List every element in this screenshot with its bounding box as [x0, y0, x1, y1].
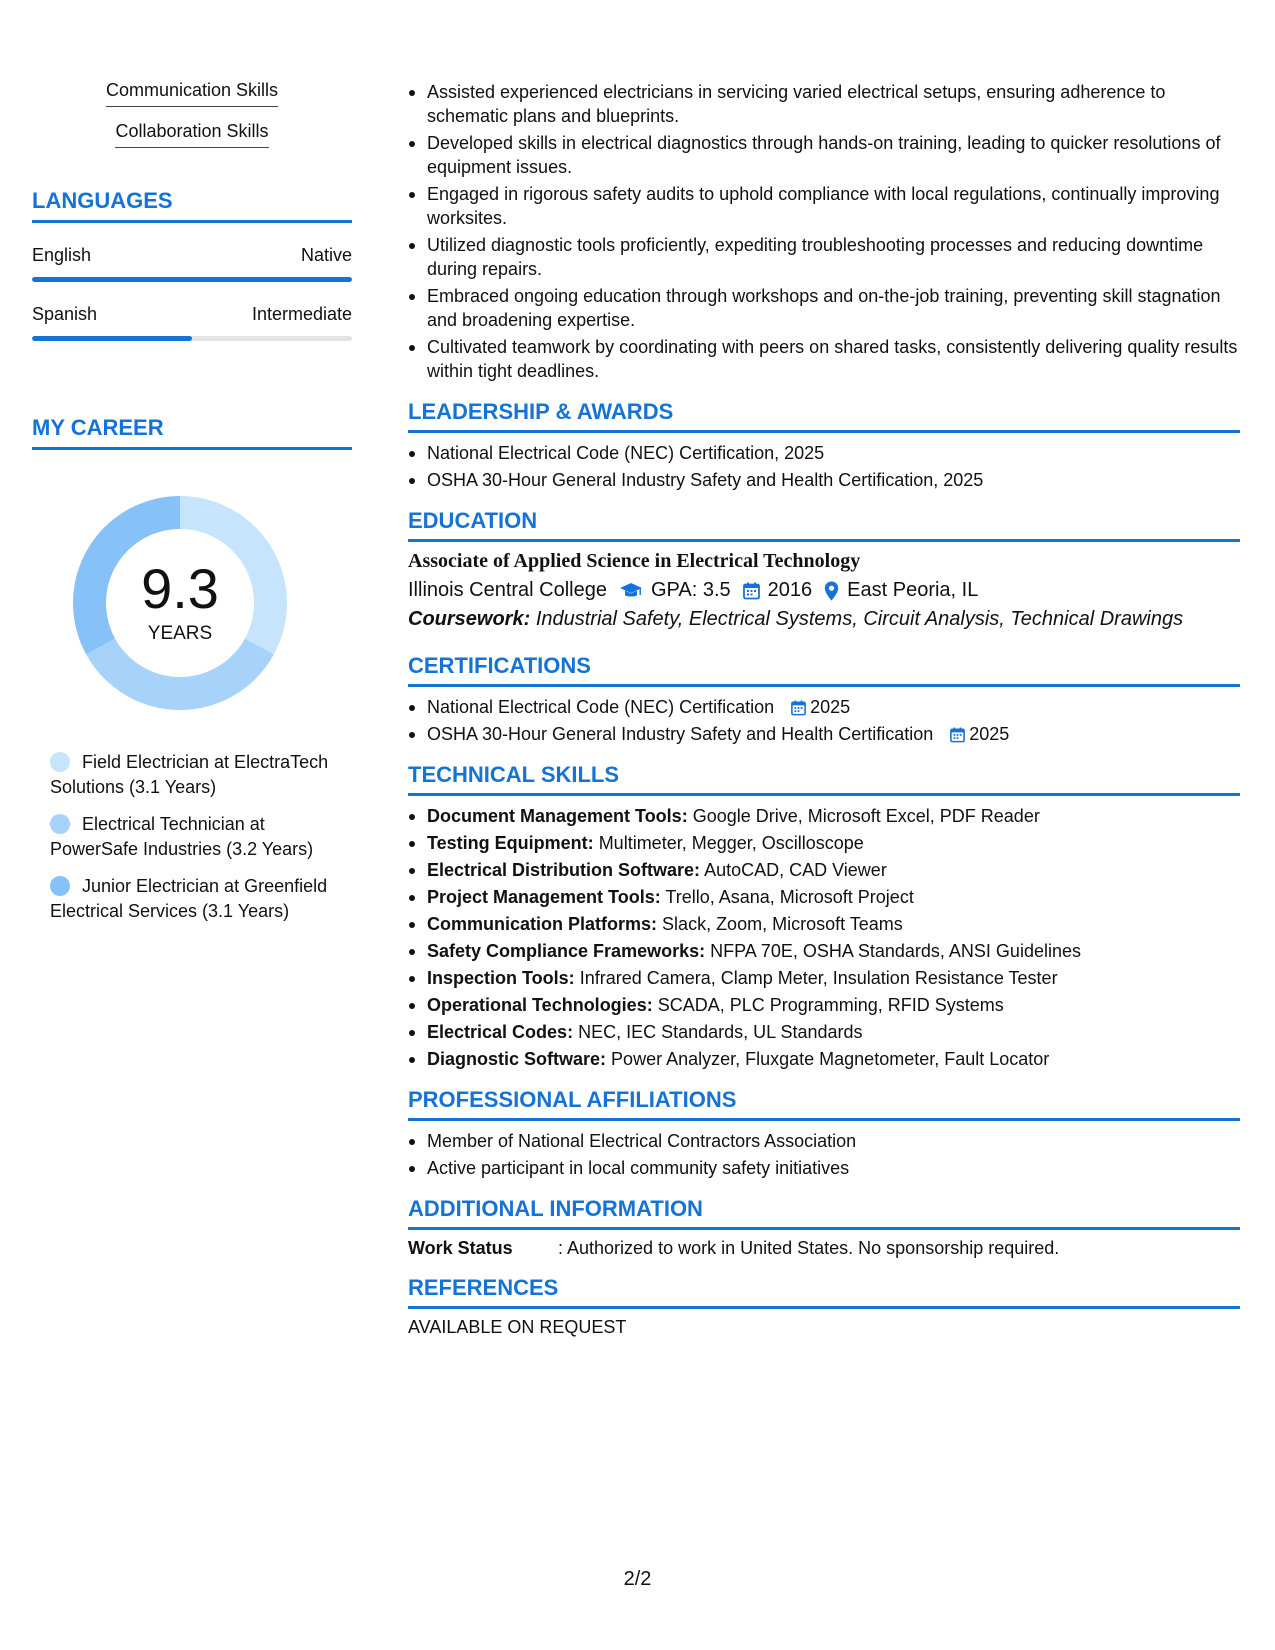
skill-category: Project Management Tools: — [427, 887, 661, 907]
certifications-list — [408, 695, 1240, 746]
career-total-value: 9.3 — [141, 557, 219, 620]
legend-dot-icon — [50, 752, 70, 772]
education-coursework — [408, 608, 1240, 631]
career-legend-item — [50, 750, 330, 800]
language-name: Spanish — [32, 304, 98, 324]
experience-bullet: Developed skills in electrical diagnostics through hands-on training, leading to quicker resolutions of equipment issues. — [408, 131, 1240, 179]
skill-values: Power Analyzer, Fluxgate Magnetometer, Fault Locator — [611, 1049, 1050, 1069]
skill-item: Collaboration Skills — [115, 121, 268, 148]
skill-values: Infrared Camera, Clamp Meter, Insulation Resistance Tester — [579, 968, 1058, 988]
work-status-value: : Authorized to work in United States. No sponsorship required. — [558, 1238, 1060, 1258]
work-status-label: Work Status — [408, 1238, 513, 1258]
career-legend — [32, 750, 352, 924]
language-level: Native — [300, 245, 352, 265]
affiliation-item: Active participant in local community safety initiatives — [408, 1156, 1240, 1180]
technical-skill-item — [408, 993, 1240, 1017]
right-column — [408, 80, 1240, 1338]
education-year: 2016 — [767, 579, 813, 601]
skill-values: Trello, Asana, Microsoft Project — [665, 887, 914, 907]
affiliations-heading: PROFESSIONAL AFFILIATIONS — [408, 1087, 1240, 1121]
experience-bullets — [408, 80, 1240, 383]
technical-skill-item — [408, 885, 1240, 909]
education-school: Illinois Central College — [408, 579, 607, 601]
calendar-icon — [950, 727, 965, 743]
left-column — [32, 80, 352, 936]
skill-values: Slack, Zoom, Microsoft Teams — [662, 914, 903, 934]
coursework-value: Industrial Safety, Electrical Systems, Circuit Analysis, Technical Drawings — [535, 608, 1184, 630]
experience-bullet: Embraced ongoing education through workshops and on-the-job training, preventing skill stagnation and broadening expertise. — [408, 284, 1240, 332]
skill-category: Safety Compliance Frameworks: — [427, 941, 706, 961]
experience-bullet: Engaged in rigorous safety audits to uphold compliance with local regulations, continually improving worksites. — [408, 182, 1240, 230]
additional-info-heading: ADDITIONAL INFORMATION — [408, 1196, 1240, 1230]
graduation-cap-icon — [619, 582, 643, 600]
certification-item — [408, 695, 1240, 719]
language-proficiency-bar — [32, 277, 352, 282]
certifications-heading: CERTIFICATIONS — [408, 653, 1240, 687]
experience-bullet: Cultivated teamwork by coordinating with peers on shared tasks, consistently delivering quality results within tight deadlines. — [408, 335, 1240, 383]
map-pin-icon — [824, 581, 839, 601]
work-status-row — [408, 1238, 1240, 1259]
skill-category: Electrical Codes: — [427, 1022, 574, 1042]
calendar-icon — [791, 700, 806, 716]
technical-skill-item — [408, 858, 1240, 882]
certification-year: 2025 — [969, 724, 1010, 744]
language-level: Intermediate — [251, 304, 352, 324]
skill-values: SCADA, PLC Programming, RFID Systems — [657, 995, 1004, 1015]
certification-name: National Electrical Code (NEC) Certification — [427, 697, 775, 717]
affiliation-item: Member of National Electrical Contractors Association — [408, 1129, 1240, 1153]
skill-category: Inspection Tools: — [427, 968, 575, 988]
career-legend-item — [50, 812, 330, 862]
skill-category: Diagnostic Software: — [427, 1049, 607, 1069]
technical-skills-list — [408, 804, 1240, 1071]
skill-values: Multimeter, Megger, Oscilloscope — [598, 833, 864, 853]
technical-skill-item — [408, 966, 1240, 990]
leadership-item: National Electrical Code (NEC) Certification, 2025 — [408, 441, 1240, 465]
skill-values: NFPA 70E, OSHA Standards, ANSI Guidelines — [710, 941, 1081, 961]
education-details — [408, 579, 1240, 602]
language-item — [32, 245, 352, 282]
leadership-list — [408, 441, 1240, 492]
legend-dot-icon — [50, 814, 70, 834]
skill-category: Document Management Tools: — [427, 806, 688, 826]
technical-skills-heading: TECHNICAL SKILLS — [408, 762, 1240, 796]
education-gpa: GPA: 3.5 — [650, 579, 731, 601]
education-heading: EDUCATION — [408, 508, 1240, 542]
technical-skill-item — [408, 939, 1240, 963]
technical-skill-item — [408, 912, 1240, 936]
experience-bullet: Utilized diagnostic tools proficiently, expediting troubleshooting processes and reducing downtime during repairs. — [408, 233, 1240, 281]
references-heading: REFERENCES — [408, 1275, 1240, 1309]
career-total-unit: YEARS — [147, 623, 213, 644]
page-number: 2/2 — [623, 1568, 652, 1590]
skill-values: AutoCAD, CAD Viewer — [704, 860, 887, 880]
career-role-label: Field Electrician at ElectraTech Solutions (3.1 Years) — [50, 752, 329, 797]
skill-category: Testing Equipment: — [427, 833, 594, 853]
career-donut-chart — [67, 490, 293, 716]
language-item — [32, 304, 352, 341]
education-degree: Associate of Applied Science in Electrical Technology — [408, 550, 861, 572]
language-proficiency-bar — [32, 336, 352, 341]
languages-heading: LANGUAGES — [32, 188, 352, 223]
language-proficiency-fill — [32, 336, 192, 341]
references-text: AVAILABLE ON REQUEST — [408, 1317, 627, 1337]
career-heading: MY CAREER — [32, 415, 352, 450]
language-proficiency-fill — [32, 277, 352, 282]
technical-skill-item — [408, 831, 1240, 855]
skill-category: Electrical Distribution Software: — [427, 860, 701, 880]
certification-item — [408, 722, 1240, 746]
technical-skill-item — [408, 1020, 1240, 1044]
language-name: English — [32, 245, 92, 265]
leadership-heading: LEADERSHIP & AWARDS — [408, 399, 1240, 433]
coursework-label: Coursework: — [408, 608, 531, 630]
certification-year: 2025 — [810, 697, 851, 717]
legend-dot-icon — [50, 876, 70, 896]
career-legend-item — [50, 874, 330, 924]
technical-skill-item — [408, 1047, 1240, 1071]
calendar-icon — [743, 582, 760, 600]
skill-category: Operational Technologies: — [427, 995, 653, 1015]
leadership-item: OSHA 30-Hour General Industry Safety and Health Certification, 2025 — [408, 468, 1240, 492]
experience-bullet: Assisted experienced electricians in servicing varied electrical setups, ensuring adherence to schematic plans and blueprints. — [408, 80, 1240, 128]
skill-values: Google Drive, Microsoft Excel, PDF Reader — [692, 806, 1040, 826]
education-location: East Peoria, IL — [847, 579, 979, 601]
affiliations-list — [408, 1129, 1240, 1180]
technical-skill-item — [408, 804, 1240, 828]
skill-item: Communication Skills — [106, 80, 278, 107]
skill-category: Communication Platforms: — [427, 914, 658, 934]
certification-name: OSHA 30-Hour General Industry Safety and Health Certification — [427, 724, 934, 744]
skill-values: NEC, IEC Standards, UL Standards — [578, 1022, 863, 1042]
career-role-label: Junior Electrician at Greenfield Electrical Services (3.1 Years) — [50, 876, 328, 921]
career-role-label: Electrical Technician at PowerSafe Industries (3.2 Years) — [50, 814, 314, 859]
